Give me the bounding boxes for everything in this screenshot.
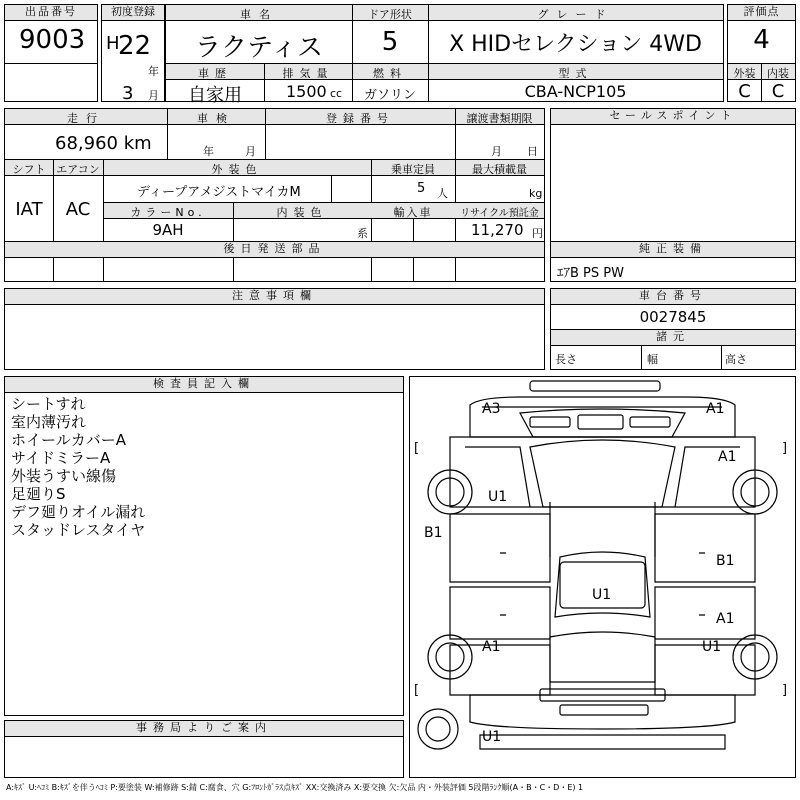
width-label: 幅 [647,353,658,366]
recycle-unit: 円 [532,227,543,240]
inspector-line: スタッドレスタイヤ [11,521,146,539]
reg-year: 22 [118,31,152,61]
bracket-right-rear: ] [782,683,788,698]
insp-month-unit: 月 [245,145,256,158]
chassis-number: 0027845 [639,308,707,326]
mark-front-right: A1 [706,401,725,417]
name-label: 車名 [240,8,278,21]
interior-unit: 系 [357,227,368,240]
score-box [727,4,796,102]
recycle-value: 11,270 [471,221,524,239]
capacity-value: 5 [417,181,426,196]
model-value: CBA-NCP105 [524,82,627,101]
grade-label: グレード [537,8,614,21]
lot-box [4,4,98,102]
month-unit: 月 [148,89,159,102]
inspector-lines [11,395,145,539]
vehicle-name: ラクティス [195,33,323,63]
office-box [4,720,404,778]
mark-rear-door-right: A1 [716,611,735,627]
recycle-label: リサイクル預託金 [460,208,539,219]
mileage-label: 走行 [67,112,105,125]
color-no-label: カラーNo. [130,206,206,219]
mark-door-right: B1 [716,553,735,569]
mark-door-left: B1 [424,525,443,541]
later-parts-label: 後日発送部品 [5,242,544,258]
lot-label: 出品番号 [5,5,97,21]
grade-value: X HIDセレクション 4WD [449,32,702,57]
load-label: 最大積載量 [472,163,527,176]
damage-legend: A:ｷｽﾞ U:ﾍｺﾐ B:ｷｽﾞを伴うﾍｺﾐ P:要塗装 W:補修跡 S:錆 C:腐食、穴 G:ﾌﾛﾝﾄｶﾞﾗｽ点ｷｽﾞ XX:交換済み X:要交換 欠:欠品 内・外装評価 5段階ﾗﾝｸ順(A・B・C・D・E) 1 [6,783,584,792]
shift-value: IAT [15,199,43,220]
capacity-label: 乗車定員 [391,163,435,176]
chassis-box [550,288,796,370]
ac-label: エアコン [56,163,100,176]
score-label: 評価点 [728,5,795,21]
vehicle-info-box [165,4,724,106]
inspector-line: 足廻りS [11,485,66,503]
lot-number: 9003 [19,25,86,55]
interior-label: 内装 [767,67,789,80]
equip-value: ｴｱB PS PW [557,266,624,281]
ac-value: AC [65,199,91,220]
load-unit: kg [529,187,543,200]
plate-label: 登録番号 [326,112,394,125]
inspector-line: 外装うすい線傷 [11,467,117,485]
transfer-month-unit: 月 [491,145,502,158]
sales-point-box [550,108,796,282]
spec-label: 諸元 [551,330,795,346]
length-label: 長さ [555,353,577,366]
color-no-value: 9AH [152,221,184,239]
door-label: ドア形状 [368,8,412,21]
year-unit: 年 [148,65,159,78]
mark-fender-right: A1 [718,449,737,465]
capacity-unit: 人 [437,187,448,200]
notes-box [4,288,545,370]
exterior-score: C [738,81,751,102]
mark-quarter-left: A1 [482,639,501,655]
inspection-label: 車検 [197,112,235,125]
interior-color-label: 内装色 [276,206,328,219]
details-box [4,108,545,282]
office-label: 事務局よりご案内 [5,721,403,737]
equip-label: 純正装備 [551,242,795,258]
color-value: ディープアメジストマイカM [137,185,301,200]
first-registration-box [101,4,165,102]
color-label: 外装色 [211,163,263,176]
fuel-value: ガソリン [363,88,416,103]
reg-month: 3 [122,83,134,104]
inspector-line: ホイールカバーA [11,431,126,449]
sales-point-label: セールスポイント [551,109,795,125]
door-count: 5 [381,27,399,57]
shift-label: シフト [12,163,46,176]
mark-quarter-right: U1 [702,639,722,655]
displacement-label: 排気量 [282,67,334,80]
notes-label: 注意事項欄 [5,289,544,305]
fuel-label: 燃料 [373,67,407,80]
mark-roof: U1 [592,587,612,603]
mark-fender-left: U1 [488,489,508,505]
first-reg-label: 初度登録 [102,5,164,21]
inspector-box [4,376,404,716]
inspector-line: 室内薄汚れ [11,413,87,431]
history-label: 車歴 [198,67,232,80]
car-diagram-box [409,376,796,778]
import-label: 輸入車 [393,206,433,219]
transfer-day-unit: 日 [527,145,538,158]
displacement-unit: cc [330,87,343,100]
chassis-label: 車台番号 [551,289,795,305]
displacement-value: 1500 [286,82,327,101]
era: H [106,33,120,54]
score-value: 4 [753,25,770,55]
inspector-line: デフ廻りオイル漏れ [11,503,146,521]
mark-rear: U1 [482,729,502,745]
bracket-right-front: ] [782,441,788,456]
insp-year-unit: 年 [203,145,214,158]
exterior-label: 外装 [733,67,756,80]
bracket-left-front: [ [414,441,420,456]
inspector-line: サイドミラーA [11,449,111,467]
bracket-left-rear: [ [414,683,420,698]
interior-score: C [771,81,785,102]
history-value: 自家用 [188,85,242,106]
mark-front-left: A3 [482,401,501,417]
inspector-label: 検査員記入欄 [5,377,403,393]
height-label: 高さ [725,353,747,366]
mileage-value: 68,960 km [55,133,152,154]
car-diagram [410,377,795,777]
transfer-label: 譲渡書類期限 [466,112,533,125]
model-label: 型式 [558,67,593,80]
inspector-line: シートすれ [11,395,86,413]
